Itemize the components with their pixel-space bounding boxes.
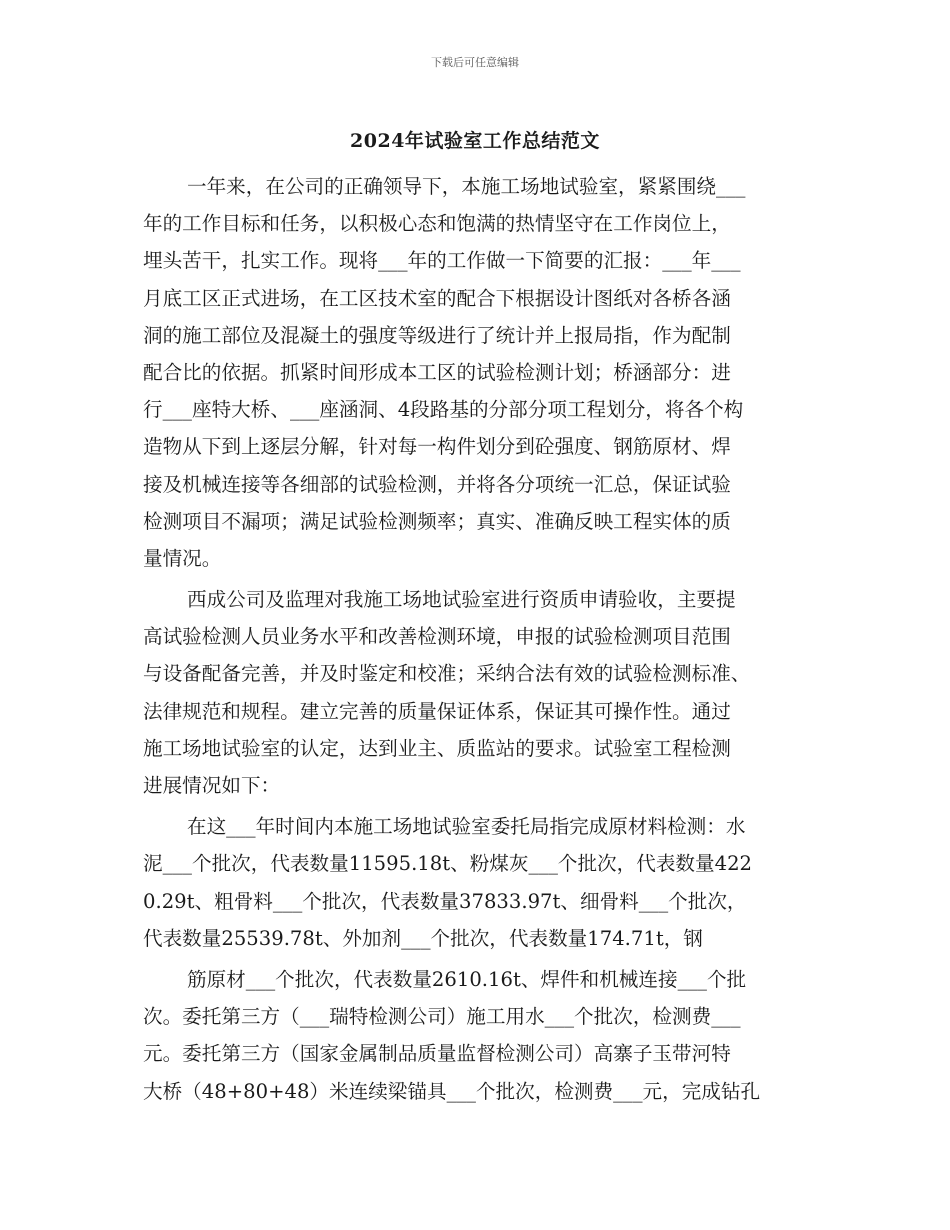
- paragraph-line: 元。委托第三方（国家金属制品质量监督检测公司）高寨子玉带河特: [143, 1042, 731, 1066]
- header-note: 下载后可任意编辑: [431, 56, 519, 69]
- paragraph-line: 0.29t、粗骨料___个批次，代表数量37833.97t、细骨料___个批次，: [143, 889, 747, 913]
- document-body: [143, 168, 811, 1110]
- paragraph-line: 施工场地试验室的认定，达到业主、质监站的要求。试验室工程检测: [143, 736, 731, 760]
- paragraph-line: 月底工区正式进场，在工区技术室的配合下根据设计图纸对各桥各涵: [143, 286, 731, 310]
- paragraph-line: 一年来，在公司的正确领导下，本施工场地试验室，紧紧围绕___: [187, 175, 746, 198]
- paragraph-line: 筋原材___个批次，代表数量2610.16t、焊件和机械连接___个批: [187, 967, 747, 991]
- paragraph-line: 法律规范和规程。建立完善的质量保证体系，保证其可操作性。通过: [143, 699, 731, 723]
- paragraph-line: 在这___年时间内本施工场地试验室委托局指完成原材料检测：水: [187, 815, 746, 839]
- paragraph-line: 高试验检测人员业务水平和改善检测环境，申报的试验检测项目范围: [143, 625, 731, 649]
- paragraph-line: 大桥（48+80+48）米连续梁锚具___个批次，检测费___元，完成钻孔: [143, 1079, 761, 1103]
- paragraph-line: 进展情况如下：: [143, 774, 281, 797]
- paragraph-line: 造物从下到上逐层分解，针对每一构件划分到砼强度、钢筋原材、焊: [143, 435, 731, 459]
- paragraph-line: 埋头苦干，扎实工作。现将___年的工作做一下简要的汇报：___年___: [143, 249, 741, 273]
- paragraph-line: 接及机械连接等各细部的试验检测，并将各分项统一汇总，保证试验: [143, 472, 731, 496]
- paragraph-line: 量情况。: [143, 546, 222, 570]
- paragraph-1: [143, 168, 811, 577]
- paragraph-3: [143, 808, 811, 957]
- paragraph-line: 与设备配备完善，并及时鉴定和校准；采纳合法有效的试验检测标准、: [143, 662, 751, 686]
- paragraph-line: 洞的施工部位及混凝土的强度等级进行了统计并上报局指，作为配制: [143, 323, 731, 347]
- paragraph-line: 次。委托第三方（___瑞特检测公司）施工用水___个批次，检测费___: [143, 1005, 741, 1029]
- paragraph-line: 代表数量25539.78t、外加剂___个批次，代表数量174.71t，钢: [143, 926, 703, 950]
- paragraph-line: 西成公司及监理对我施工场地试验室进行资质申请验收，主要提: [187, 588, 736, 612]
- paragraph-line: 配合比的依据。抓紧时间形成本工区的试验检测计划；桥涵部分：进: [143, 360, 731, 384]
- paragraph-line: 泥___个批次，代表数量11595.18t、粉煤灰___个批次，代表数量422: [143, 852, 753, 876]
- paragraph-line: 检测项目不漏项；满足试验检测频率；真实、准确反映工程实体的质: [143, 509, 731, 533]
- paragraph-2: [143, 581, 811, 804]
- paragraph-line: 行___座特大桥、___座涵洞、4段路基的分部分项工程划分，将各个构: [143, 398, 744, 422]
- paragraph-line: 年的工作目标和任务，以积极心态和饱满的热情坚守在工作岗位上，: [143, 212, 731, 236]
- document-title: 2024年试验室工作总结范文: [350, 130, 600, 152]
- paragraph-4: [143, 961, 811, 1110]
